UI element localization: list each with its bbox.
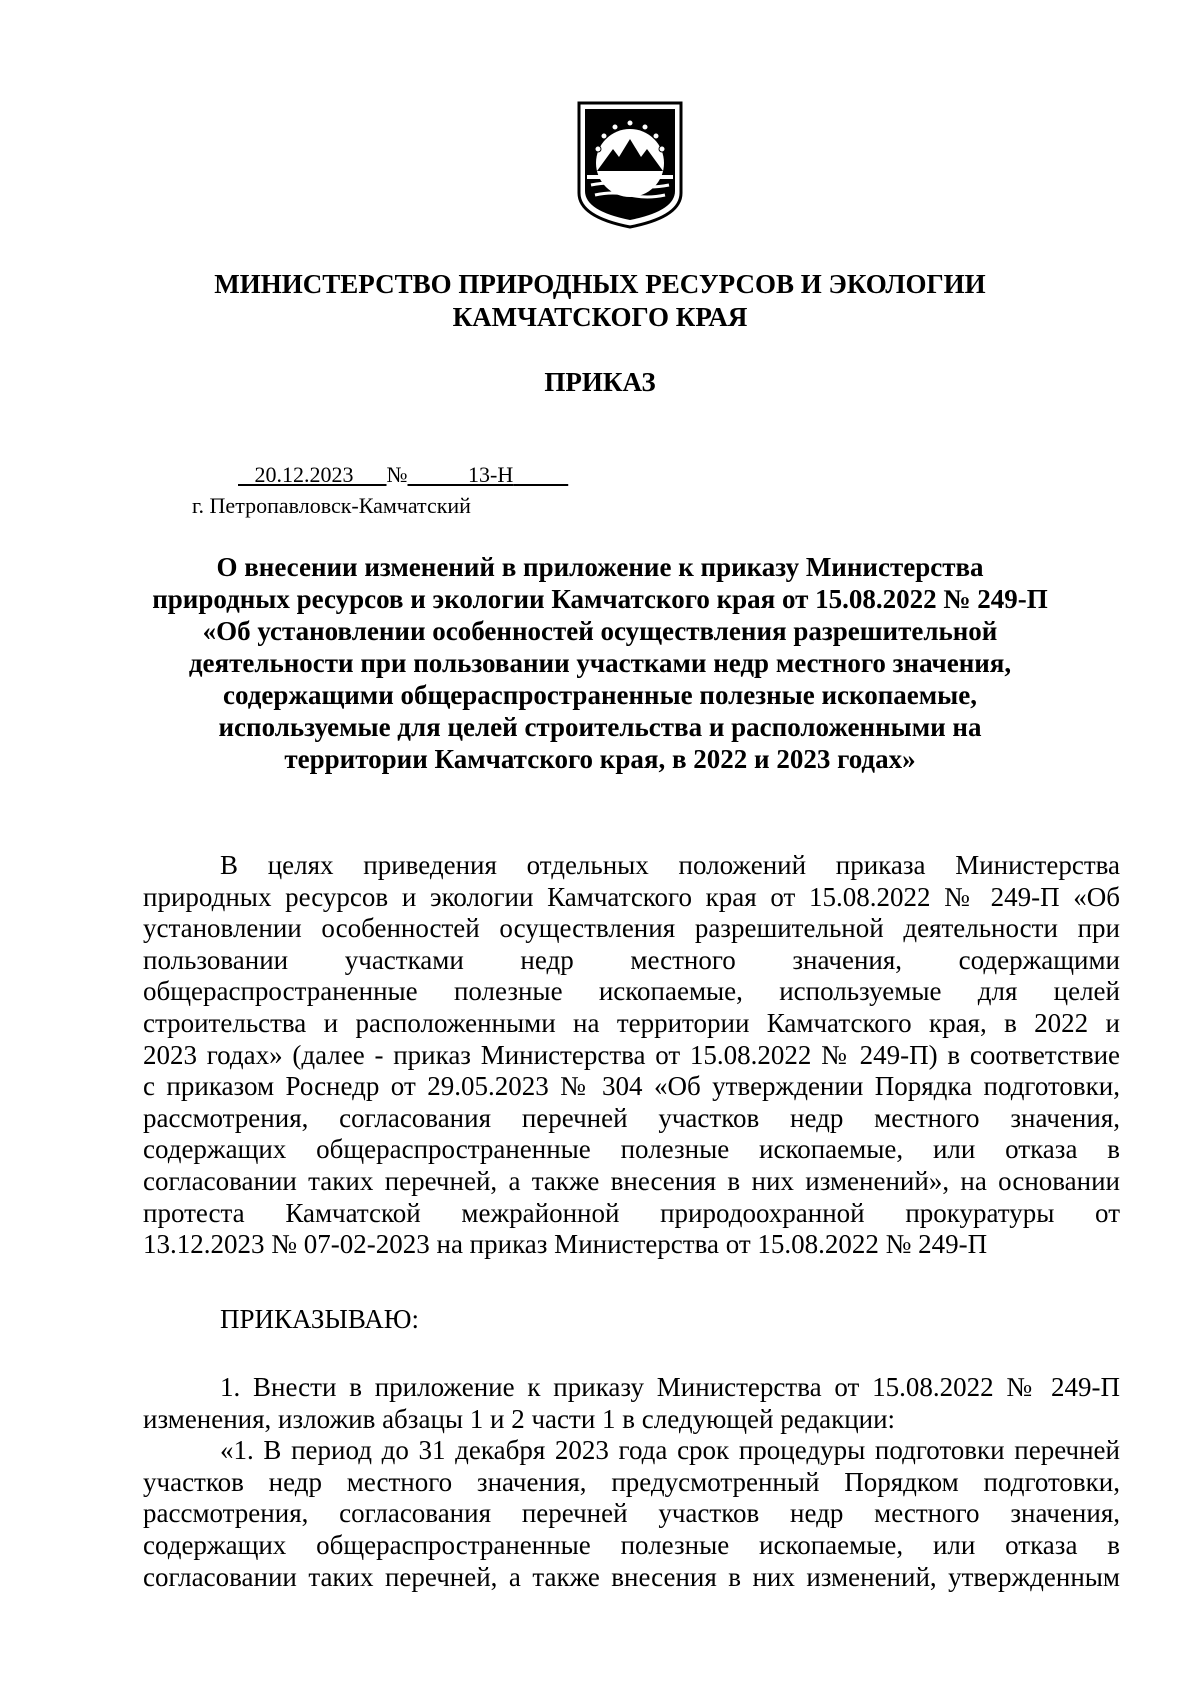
- preamble-line: В целях приведения отдельных положений приказа Министерства: [220, 850, 1120, 880]
- preamble-paragraph: [143, 850, 1120, 1261]
- order-directive: ПРИКАЗЫВАЮ:: [220, 1304, 419, 1334]
- preamble-line: природных ресурсов и экологии Камчатского края от 15.08.2022 № 249-П «Об: [143, 881, 1120, 912]
- preamble-line: содержащих общераспространенные полезные ископаемые, или отказа в: [143, 1134, 1120, 1165]
- issuing-authority: [150, 268, 1050, 334]
- subject-line: «Об установлении особенностей осуществления разрешительной: [202, 616, 998, 646]
- preamble-line: общераспространенные полезные ископаемые, используемые для целей: [143, 976, 1120, 1007]
- subject-line: содержащими общераспространенные полезные ископаемые,: [223, 680, 977, 710]
- authority-line-2: КАМЧАТСКОГО КРАЯ: [452, 302, 748, 332]
- preamble-line: протеста Камчатской межрайонной природоохранной прокуратуры от: [143, 1197, 1120, 1228]
- date-number-line: [238, 462, 568, 488]
- clause-line: участков недр местного значения, предусмотренный Порядком подготовки,: [143, 1466, 1120, 1497]
- kamchatka-coat-of-arms-icon: [577, 101, 683, 229]
- preamble-line: 2023 годах» (далее - приказ Министерства от 15.08.2022 № 249-П) в соответствие: [143, 1039, 1120, 1070]
- document-date: 20.12.2023: [254, 462, 354, 487]
- preamble-line: пользовании участками недр местного значения, содержащими: [143, 944, 1120, 975]
- clause-line: 1. Внести в приложение к приказу Министерства от 15.08.2022 № 249-П: [220, 1372, 1120, 1402]
- clause-line: содержащих общераспространенные полезные ископаемые, или отказа в: [143, 1529, 1120, 1560]
- authority-line-1: МИНИСТЕРСТВО ПРИРОДНЫХ РЕСУРСОВ И ЭКОЛОГИИ: [214, 269, 986, 299]
- subject-line: О внесении изменений в приложение к приказу Министерства: [216, 552, 984, 582]
- subject-line: используемые для целей строительства и расположенными на: [218, 712, 982, 742]
- document-subject: [150, 551, 1050, 775]
- preamble-line: с приказом Роснедр от 29.05.2023 № 304 «Об утверждении Порядка подготовки,: [143, 1071, 1120, 1102]
- clause-line: изменения, изложив абзацы 1 и 2 части 1 в следующей редакции:: [143, 1403, 896, 1434]
- number-sign: №: [386, 462, 408, 487]
- preamble-line: строительства и расположенными на территории Камчатского края, в 2022 и: [143, 1007, 1120, 1038]
- clause-line: согласовании таких перечней, а также внесения в них изменений, утвержденным: [143, 1561, 1120, 1592]
- subject-line: природных ресурсов и экологии Камчатского края от 15.08.2022 № 249-П: [152, 584, 1048, 614]
- preamble-line: согласовании таких перечней, а также внесения в них изменений», на основании: [143, 1165, 1120, 1196]
- clause-line: «1. В период до 31 декабря 2023 года срок процедуры подготовки перечней: [220, 1435, 1120, 1466]
- subject-line: территории Камчатского края, в 2022 и 2023 годах»: [284, 744, 916, 774]
- preamble-line: 13.12.2023 № 07-02-2023 на приказ Министерства от 15.08.2022 № 249-П: [143, 1229, 988, 1260]
- document-number: 13-Н: [468, 462, 514, 487]
- issue-city: г. Петропавловск-Камчатский: [192, 493, 471, 518]
- clause-1: [143, 1372, 1120, 1593]
- preamble-line: рассмотрения, согласования перечней участков недр местного значения,: [143, 1102, 1120, 1133]
- subject-line: деятельности при пользовании участками недр местного значения,: [188, 648, 1012, 678]
- clause-line: рассмотрения, согласования перечней участков недр местного значения,: [143, 1498, 1120, 1529]
- document-type: ПРИКАЗ: [544, 367, 656, 397]
- preamble-line: установлении особенностей осуществления разрешительной деятельности при: [143, 913, 1120, 944]
